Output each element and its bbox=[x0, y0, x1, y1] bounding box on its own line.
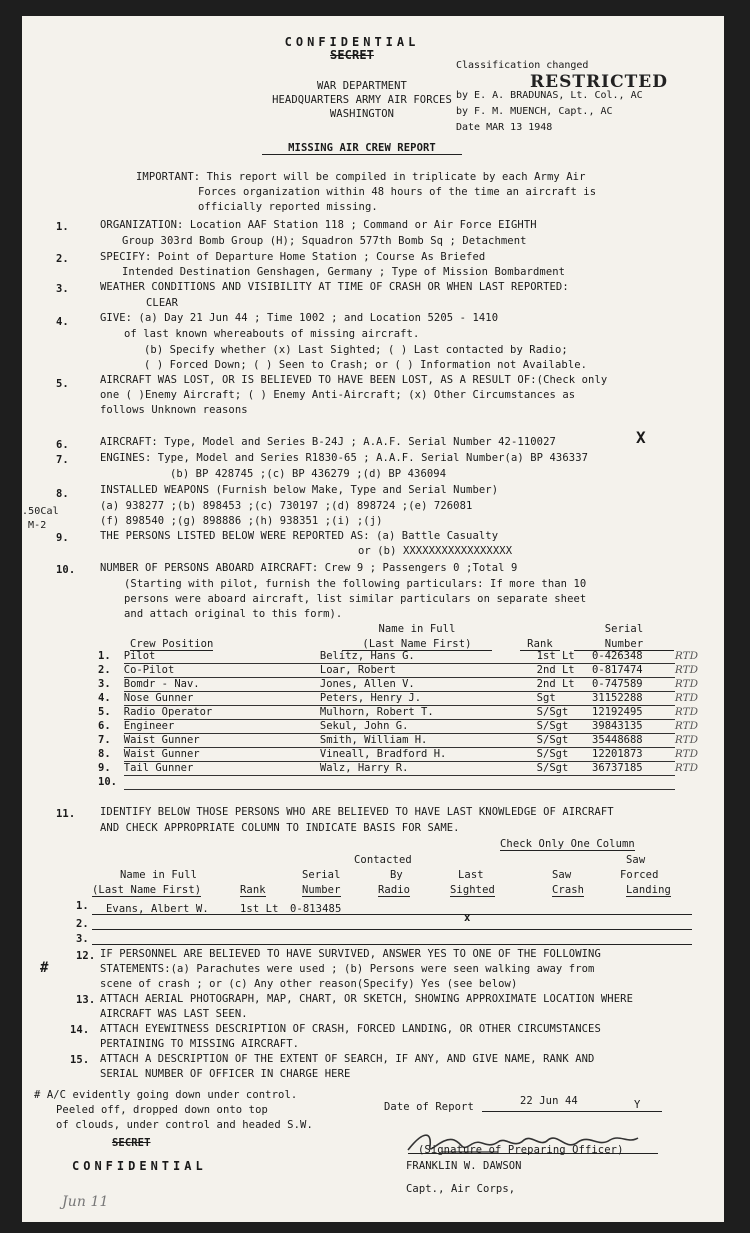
give-line-3: (b) Specify whether (x) Last Sighted; ( ) Last contacted by Radio; bbox=[144, 344, 568, 356]
struck-classification: SECRET bbox=[330, 48, 374, 62]
crew-name: Walz, Harry R. bbox=[320, 762, 537, 776]
crew-status-mark: RTD bbox=[674, 664, 699, 676]
crew-name bbox=[320, 776, 537, 790]
crew-row-number: 7. bbox=[98, 734, 111, 746]
persons-line-2: or (b) XXXXXXXXXXXXXXXXX bbox=[358, 545, 513, 557]
persons-line-1: THE PERSONS LISTED BELOW WERE REPORTED AS: (a) Battle Casualty bbox=[100, 530, 499, 542]
crew-row-number: 10. bbox=[98, 776, 117, 788]
item-8-number: 8. bbox=[56, 488, 69, 500]
margin-note-1: .50Cal bbox=[22, 506, 59, 517]
item-10-number: 10. bbox=[56, 564, 76, 576]
crew-position: Pilot bbox=[124, 650, 320, 664]
signature-caption: (Signature of Preparing Officer) bbox=[418, 1144, 624, 1156]
lk-header-name-in-full: Name in Full bbox=[120, 869, 198, 881]
give-line-4: ( ) Forced Down; ( ) Seen to Crash; or ( ) Information not Available. bbox=[144, 359, 588, 371]
crew-status-mark: RTD bbox=[674, 748, 699, 760]
crew-row bbox=[98, 706, 724, 720]
hash-mark-12: # bbox=[40, 960, 49, 976]
lk-header-landing: Landing bbox=[626, 884, 671, 896]
crew-row bbox=[98, 762, 724, 776]
crew-row bbox=[98, 664, 724, 678]
aircraft-check-mark: X bbox=[636, 428, 646, 447]
crew-header-serial-1: Serial bbox=[604, 623, 644, 635]
lk-row-1-serial: 0-813485 bbox=[290, 903, 342, 915]
lk-header-number: Number bbox=[302, 884, 341, 896]
search-line-2: SERIAL NUMBER OF OFFICER IN CHARGE HERE bbox=[100, 1068, 351, 1080]
give-line-2: of last known whereabouts of missing aircraft. bbox=[124, 328, 420, 340]
crew-serial: 12192495 bbox=[592, 706, 675, 720]
lk-row-1-number: 1. bbox=[76, 900, 89, 912]
crew-rank: 2nd Lt bbox=[537, 664, 592, 678]
crew-status-mark: RTD bbox=[674, 678, 699, 690]
crew-row-number: 3. bbox=[98, 678, 111, 690]
crew-serial: 0-426348 bbox=[592, 650, 675, 664]
crew-position: Radio Operator bbox=[124, 706, 320, 720]
crew-row bbox=[98, 776, 724, 790]
crew-serial: 0-747589 bbox=[592, 678, 675, 692]
crew-row-number: 6. bbox=[98, 720, 111, 732]
footnote-line-1: # A/C evidently going down under control. bbox=[34, 1089, 298, 1101]
crew-name: Vineall, Bradford H. bbox=[320, 748, 537, 762]
lk-row-1-sighted-mark: x bbox=[464, 912, 471, 924]
organization-line-1: ORGANIZATION: Location AAF Station 118 ; Command or Air Force EIGHTH bbox=[100, 219, 537, 231]
item-14-number: 14. bbox=[70, 1024, 90, 1036]
item-6-number: 6. bbox=[56, 439, 69, 451]
lk-header-by: By bbox=[390, 869, 403, 881]
lk-header-saw: Saw bbox=[552, 869, 572, 881]
item-5-number: 5. bbox=[56, 378, 69, 390]
crew-status-mark: RTD bbox=[674, 706, 699, 718]
crew-header-name-2: (Last Name First) bbox=[342, 638, 492, 651]
restricted-stamp: RESTRICTED bbox=[530, 72, 668, 92]
date-of-report-mark: Y bbox=[634, 1099, 641, 1111]
important-line-1: IMPORTANT: This report will be compiled in triplicate by each Army Air bbox=[136, 171, 586, 183]
date-of-report-value: 22 Jun 44 bbox=[520, 1095, 578, 1107]
footnote-line-3: of clouds, under control and headed S.W. bbox=[56, 1119, 313, 1131]
crew-row bbox=[98, 720, 724, 734]
specify-line-1: SPECIFY: Point of Departure Home Station ; Course As Briefed bbox=[100, 251, 486, 263]
crew-position: Waist Gunner bbox=[124, 748, 320, 762]
crew-position: Tail Gunner bbox=[124, 762, 320, 776]
specify-line-2: Intended Destination Genshagen, Germany ; Type of Mission Bombardment bbox=[122, 266, 566, 278]
weapons-row-2: (f) 898540 ;(g) 898886 ;(h) 938351 ;(i) ;(j) bbox=[100, 515, 383, 527]
important-line-3: officially reported missing. bbox=[198, 201, 378, 213]
lk-row-2-rule bbox=[92, 929, 692, 930]
date-rule bbox=[482, 1111, 662, 1112]
starting-line-1: (Starting with pilot, furnish the following particulars: If more than 10 bbox=[124, 578, 587, 590]
crew-position: Engineer bbox=[124, 720, 320, 734]
crew-serial: 39843135 bbox=[592, 720, 675, 734]
stamp-line-3: by F. M. MUENCH, Capt., AC bbox=[456, 106, 613, 117]
crew-header-name-1: Name in Full bbox=[378, 623, 456, 635]
engines-line-1: ENGINES: Type, Model and Series R1830-65 ; A.A.F. Serial Number(a) BP 436337 bbox=[100, 452, 589, 464]
crew-serial: 35448688 bbox=[592, 734, 675, 748]
crew-position bbox=[124, 776, 320, 790]
city-line: WASHINGTON bbox=[329, 108, 395, 120]
crew-row-number: 8. bbox=[98, 748, 111, 760]
item-9-number: 9. bbox=[56, 532, 69, 544]
crew-row bbox=[98, 650, 724, 664]
lk-header-sighted: Sighted bbox=[450, 884, 495, 896]
crew-serial: 12201873 bbox=[592, 748, 675, 762]
lk-row-1-rule bbox=[92, 914, 692, 915]
crew-rank: S/Sgt bbox=[537, 748, 592, 762]
crew-rank: S/Sgt bbox=[537, 706, 592, 720]
crew-row-number: 1. bbox=[98, 650, 111, 663]
lk-row-2-number: 2. bbox=[76, 918, 89, 930]
report-page bbox=[22, 16, 724, 1222]
lk-row-1-rank: 1st Lt bbox=[240, 903, 279, 915]
survived-line-1: IF PERSONNEL ARE BELIEVED TO HAVE SURVIVED, ANSWER YES TO ONE OF THE FOLLOWING bbox=[100, 948, 601, 960]
crew-rank: S/Sgt bbox=[537, 720, 592, 734]
date-of-report-label: Date of Report bbox=[384, 1101, 474, 1113]
crew-position: Bomdr - Nav. bbox=[124, 678, 320, 692]
lk-row-3-number: 3. bbox=[76, 933, 89, 945]
crew-rank: 1st Lt bbox=[537, 650, 592, 664]
lk-header-rank: Rank bbox=[240, 884, 266, 896]
crew-name: Belitz, Hans G. bbox=[320, 650, 537, 664]
crew-name: Sekul, John G. bbox=[320, 720, 537, 734]
crew-row-number: 2. bbox=[98, 664, 111, 676]
crew-position: Waist Gunner bbox=[124, 734, 320, 748]
item-7-number: 7. bbox=[56, 454, 69, 466]
crew-rank: Sgt bbox=[537, 692, 592, 706]
classification-header: CONFIDENTIAL bbox=[284, 35, 420, 49]
item-15-number: 15. bbox=[70, 1054, 90, 1066]
identify-line-1: IDENTIFY BELOW THOSE PERSONS WHO ARE BELIEVED TO HAVE LAST KNOWLEDGE OF AIRCRAFT bbox=[100, 806, 614, 818]
lk-header-saw-top: Saw bbox=[626, 854, 646, 866]
crew-row bbox=[98, 678, 724, 692]
crew-status-mark: RTD bbox=[674, 720, 699, 732]
crew-row bbox=[98, 734, 724, 748]
crew-row-number: 4. bbox=[98, 692, 111, 704]
stamp-line-4: Date MAR 13 1948 bbox=[456, 122, 553, 133]
crew-rank: 2nd Lt bbox=[537, 678, 592, 692]
stamp-line-2: by E. A. BRADUNAS, Lt. Col., AC bbox=[456, 90, 643, 101]
report-title: MISSING AIR CREW REPORT bbox=[262, 142, 462, 155]
item-2-number: 2. bbox=[56, 253, 69, 265]
lk-header-radio: Radio bbox=[378, 884, 411, 896]
crew-status-mark bbox=[675, 776, 724, 790]
crew-status-mark: RTD bbox=[674, 734, 699, 746]
give-line-1: GIVE: (a) Day 21 Jun 44 ; Time 1002 ; and Location 5205 - 1410 bbox=[100, 312, 499, 324]
hq-line: HEADQUARTERS ARMY AIR FORCES bbox=[272, 94, 452, 106]
crew-row-number: 9. bbox=[98, 762, 111, 774]
crew-rank: S/Sgt bbox=[537, 762, 592, 776]
crew-name: Smith, William H. bbox=[320, 734, 537, 748]
lk-header-last: Last bbox=[458, 869, 484, 881]
eyewitness-line-2: PERTAINING TO MISSING AIRCRAFT. bbox=[100, 1038, 300, 1050]
starting-line-3: and attach original to this form). bbox=[124, 608, 343, 620]
identify-line-2: AND CHECK APPROPRIATE COLUMN TO INDICATE BASIS FOR SAME. bbox=[100, 822, 460, 834]
dept-line: WAR DEPARTMENT bbox=[317, 80, 407, 92]
lk-row-3-rule bbox=[92, 944, 692, 945]
crew-header-serial-2: Number bbox=[574, 638, 674, 651]
crew-position: Co-Pilot bbox=[124, 664, 320, 678]
photo-line-1: ATTACH AERIAL PHOTOGRAPH, MAP, CHART, OR SKETCH, SHOWING APPROXIMATE LOCATION WHERE bbox=[100, 993, 633, 1005]
crew-row bbox=[98, 748, 724, 762]
crew-header-rank: Rank bbox=[520, 638, 560, 651]
lk-row-1-name: Evans, Albert W. bbox=[106, 903, 209, 915]
number-aboard-line: NUMBER OF PERSONS ABOARD AIRCRAFT: Crew 9 ; Passengers 0 ;Total 9 bbox=[100, 562, 518, 574]
item-3-number: 3. bbox=[56, 283, 69, 295]
crew-serial: 36737185 bbox=[592, 762, 675, 776]
survived-line-2: STATEMENTS:(a) Parachutes were used ; (b) Persons were seen walking away from bbox=[100, 963, 595, 975]
classification-stamp bbox=[456, 60, 696, 136]
lost-line-2: one ( )Enemy Aircraft; ( ) Enemy Anti-Aircraft; (x) Other Circumstances as bbox=[100, 389, 576, 401]
weapons-line: INSTALLED WEAPONS (Furnish below Make, Type and Serial Number) bbox=[100, 484, 499, 496]
lk-header-crash: Crash bbox=[552, 884, 585, 896]
crew-serial: 31152288 bbox=[592, 692, 675, 706]
crew-name: Mulhorn, Robert T. bbox=[320, 706, 537, 720]
lk-header-forced: Forced bbox=[620, 869, 659, 881]
check-one-column: Check Only One Column bbox=[500, 838, 635, 850]
margin-note-2: M-2 bbox=[28, 520, 47, 531]
weather-line: WEATHER CONDITIONS AND VISIBILITY AT TIME OF CRASH OR WHEN LAST REPORTED: bbox=[100, 281, 569, 293]
lost-line-3: follows Unknown reasons bbox=[100, 404, 248, 416]
crew-header-position: Crew Position bbox=[130, 638, 214, 650]
crew-row bbox=[98, 692, 724, 706]
item-12-number: 12. bbox=[76, 950, 96, 962]
pencil-note: Jun 11 bbox=[62, 1194, 109, 1210]
item-1-number: 1. bbox=[56, 221, 69, 233]
lk-header-serial: Serial bbox=[302, 869, 341, 881]
crew-name: Loar, Robert bbox=[320, 664, 537, 678]
photo-line-2: AIRCRAFT WAS LAST SEEN. bbox=[100, 1008, 248, 1020]
lk-header-last-name-first: (Last Name First) bbox=[92, 884, 202, 896]
aircraft-line: AIRCRAFT: Type, Model and Series B-24J ; A.A.F. Serial Number 42-110027 bbox=[100, 436, 556, 448]
crew-rank bbox=[537, 776, 592, 790]
engines-line-2: (b) BP 428745 ;(c) BP 436279 ;(d) BP 436094 bbox=[170, 468, 447, 480]
crew-status-mark: RTD bbox=[674, 692, 699, 704]
lk-header-contacted: Contacted bbox=[354, 854, 412, 866]
item-11-number: 11. bbox=[56, 808, 76, 820]
eyewitness-line-1: ATTACH EYEWITNESS DESCRIPTION OF CRASH, FORCED LANDING, OR OTHER CIRCUMSTANCES bbox=[100, 1023, 601, 1035]
important-line-2: Forces organization within 48 hours of the time an aircraft is bbox=[198, 186, 597, 198]
signer-name: FRANKLIN W. DAWSON bbox=[406, 1160, 522, 1172]
weapons-row-1: (a) 938277 ;(b) 898453 ;(c) 730197 ;(d) 898724 ;(e) 726081 bbox=[100, 500, 473, 512]
crew-row-number: 5. bbox=[98, 706, 111, 718]
item-4-number: 4. bbox=[56, 316, 69, 328]
crew-serial: 0-817474 bbox=[592, 664, 675, 678]
item-13-number: 13. bbox=[76, 994, 96, 1006]
crew-name: Peters, Henry J. bbox=[320, 692, 537, 706]
survived-line-3: scene of crash ; or (c) Any other reason(Specify) Yes (see below) bbox=[100, 978, 518, 990]
crew-table bbox=[98, 650, 724, 790]
stamp-line-1: Classification changed bbox=[456, 60, 589, 71]
struck-classification-bottom: SECRET bbox=[112, 1137, 151, 1149]
classification-footer: CONFIDENTIAL bbox=[72, 1159, 207, 1173]
crew-status-mark: RTD bbox=[674, 650, 699, 663]
footnote-line-2: Peeled off, dropped down onto top bbox=[56, 1104, 268, 1116]
crew-serial bbox=[592, 776, 675, 790]
lost-line-1: AIRCRAFT WAS LOST, OR IS BELIEVED TO HAVE BEEN LOST, AS A RESULT OF:(Check only bbox=[100, 374, 608, 386]
search-line-1: ATTACH A DESCRIPTION OF THE EXTENT OF SEARCH, IF ANY, AND GIVE NAME, RANK AND bbox=[100, 1053, 595, 1065]
weather-value: CLEAR bbox=[146, 297, 179, 309]
crew-position: Nose Gunner bbox=[124, 692, 320, 706]
crew-status-mark: RTD bbox=[674, 762, 699, 774]
crew-name: Jones, Allen V. bbox=[320, 678, 537, 692]
crew-rank: S/Sgt bbox=[537, 734, 592, 748]
organization-line-2: Group 303rd Bomb Group (H); Squadron 577th Bomb Sq ; Detachment bbox=[122, 235, 527, 247]
signer-title: Capt., Air Corps, bbox=[406, 1183, 516, 1195]
starting-line-2: persons were aboard aircraft, list similar particulars on separate sheet bbox=[124, 593, 587, 605]
